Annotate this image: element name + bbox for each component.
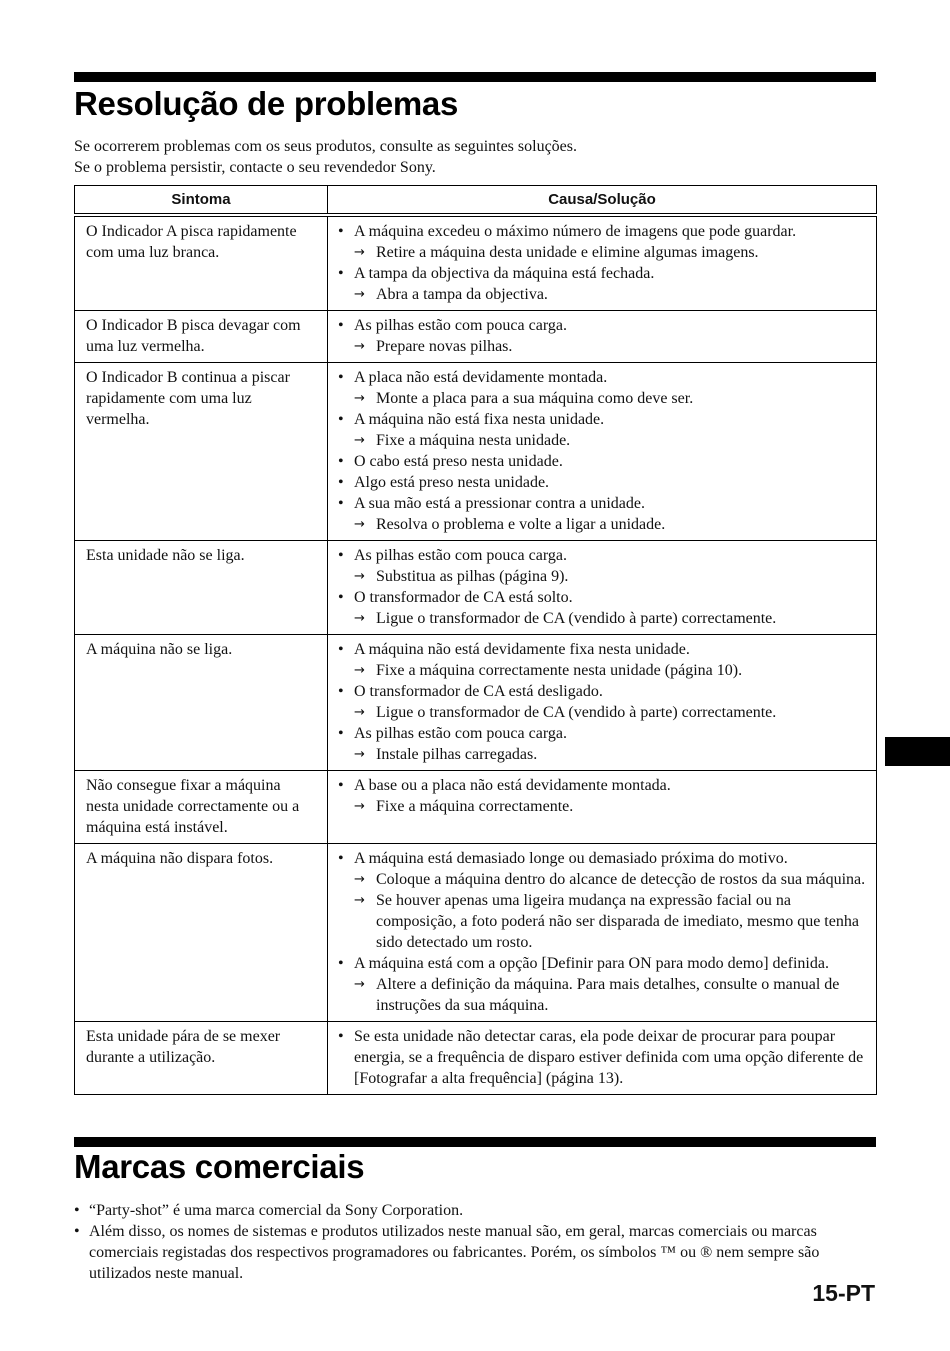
cause-item: • Algo está preso nesta unidade. <box>338 472 868 493</box>
cause-item: • A sua mão está a pressionar contra a unidade. <box>338 493 868 514</box>
cause-item: • As pilhas estão com pouca carga. <box>338 315 868 336</box>
section-title-trademarks: Marcas comerciais <box>74 1148 365 1185</box>
table-row <box>75 635 877 771</box>
cause-item: • A tampa da objectiva da máquina está fechada. <box>338 263 868 284</box>
solution-step: → Prepare novas pilhas. <box>338 336 868 357</box>
solution-step: → Se houver apenas uma ligeira mudança na expressão facial ou na composição, a foto poderá não ser disparada de imediato, mesmo que tenha sido detectado um rosto. <box>338 890 868 953</box>
column-header-cause-solution: Causa/Solução <box>328 186 877 216</box>
symptom-cell: A máquina não se liga. <box>75 635 328 771</box>
cause-item: • A máquina excedeu o máximo número de imagens que pode guardar. <box>338 221 868 242</box>
cause-solution-cell <box>328 311 877 363</box>
cause-solution-cell <box>328 635 877 771</box>
solution-step: → Altere a definição da máquina. Para mais detalhes, consulte o manual de instruções da sua máquina. <box>338 974 868 1016</box>
solution-step: → Abra a tampa da objectiva. <box>338 284 868 305</box>
solution-step: → Monte a placa para a sua máquina como deve ser. <box>338 388 868 409</box>
symptom-cell: Esta unidade pára de se mexer durante a utilização. <box>75 1022 328 1095</box>
table-row <box>75 215 877 311</box>
cause-item: • A máquina não está devidamente fixa nesta unidade. <box>338 639 868 660</box>
solution-step: → Resolva o problema e volte a ligar a unidade. <box>338 514 868 535</box>
trademarks-list <box>74 1200 874 1284</box>
intro-line: Se o problema persistir, contacte o seu revendedor Sony. <box>74 159 436 176</box>
solution-step: → Ligue o transformador de CA (vendido à parte) correctamente. <box>338 702 868 723</box>
troubleshooting-table <box>74 185 877 1095</box>
table-row <box>75 771 877 844</box>
list-item: • Além disso, os nomes de sistemas e produtos utilizados neste manual são, em geral, marcas comerciais ou marcas comerciais registadas dos respectivos programadores ou fabricantes. Porém, os símbolos ™ ou ® nem sempre são utilizados neste manual. <box>74 1221 874 1284</box>
table-row <box>75 1022 877 1095</box>
page-edge-tab <box>885 737 950 766</box>
cause-item: • As pilhas estão com pouca carga. <box>338 545 868 566</box>
cause-solution-cell <box>328 541 877 635</box>
page-number: 15-PT <box>812 1280 875 1306</box>
cause-solution-cell <box>328 363 877 541</box>
symptom-cell: O Indicador B continua a piscar rapidamente com uma luz vermelha. <box>75 363 328 541</box>
cause-item: • O transformador de CA está desligado. <box>338 681 868 702</box>
solution-step: → Fixe a máquina correctamente. <box>338 796 868 817</box>
cause-solution-cell <box>328 844 877 1022</box>
list-item: • “Party-shot” é uma marca comercial da Sony Corporation. <box>74 1200 874 1221</box>
cause-item: • A máquina não está fixa nesta unidade. <box>338 409 868 430</box>
cause-item: • Se esta unidade não detectar caras, ela pode deixar de procurar para poupar energia, se a frequência de disparo estiver definida com uma opção diferente de [Fotografar a alta frequência] (página 13). <box>338 1026 868 1089</box>
cause-item: • A placa não está devidamente montada. <box>338 367 868 388</box>
solution-step: → Instale pilhas carregadas. <box>338 744 868 765</box>
solution-step: → Coloque a máquina dentro do alcance de detecção de rostos da sua máquina. <box>338 869 868 890</box>
solution-step: → Fixe a máquina nesta unidade. <box>338 430 868 451</box>
symptom-cell: O Indicador A pisca rapidamente com uma luz branca. <box>75 215 328 311</box>
cause-item: • A máquina está com a opção [Definir para ON para modo demo] definida. <box>338 953 868 974</box>
cause-item: • A base ou a placa não está devidamente montada. <box>338 775 868 796</box>
table-header-row <box>75 186 877 216</box>
symptom-cell: A máquina não dispara fotos. <box>75 844 328 1022</box>
cause-item: • O cabo está preso nesta unidade. <box>338 451 868 472</box>
cause-item: • O transformador de CA está solto. <box>338 587 868 608</box>
cause-solution-cell <box>328 771 877 844</box>
section-rule-trademarks <box>74 1137 876 1147</box>
intro-text <box>74 136 577 178</box>
section-rule-top <box>74 72 876 82</box>
symptom-cell: O Indicador B pisca devagar com uma luz vermelha. <box>75 311 328 363</box>
section-title-troubleshooting: Resolução de problemas <box>74 85 459 122</box>
solution-step: → Substitua as pilhas (página 9). <box>338 566 868 587</box>
cause-solution-cell <box>328 1022 877 1095</box>
table-row <box>75 844 877 1022</box>
solution-step: → Fixe a máquina correctamente nesta unidade (página 10). <box>338 660 868 681</box>
symptom-cell: Esta unidade não se liga. <box>75 541 328 635</box>
solution-step: → Retire a máquina desta unidade e elimine algumas imagens. <box>338 242 868 263</box>
column-header-symptom: Sintoma <box>75 186 328 216</box>
cause-item: • A máquina está demasiado longe ou demasiado próxima do motivo. <box>338 848 868 869</box>
solution-step: → Ligue o transformador de CA (vendido à parte) correctamente. <box>338 608 868 629</box>
cause-solution-cell <box>328 215 877 311</box>
cause-item: • As pilhas estão com pouca carga. <box>338 723 868 744</box>
intro-line: Se ocorrerem problemas com os seus produtos, consulte as seguintes soluções. <box>74 138 578 155</box>
symptom-cell: Não consegue fixar a máquina nesta unidade correctamente ou a máquina está instável. <box>75 771 328 844</box>
table-row <box>75 363 877 541</box>
table-row <box>75 311 877 363</box>
table-row <box>75 541 877 635</box>
